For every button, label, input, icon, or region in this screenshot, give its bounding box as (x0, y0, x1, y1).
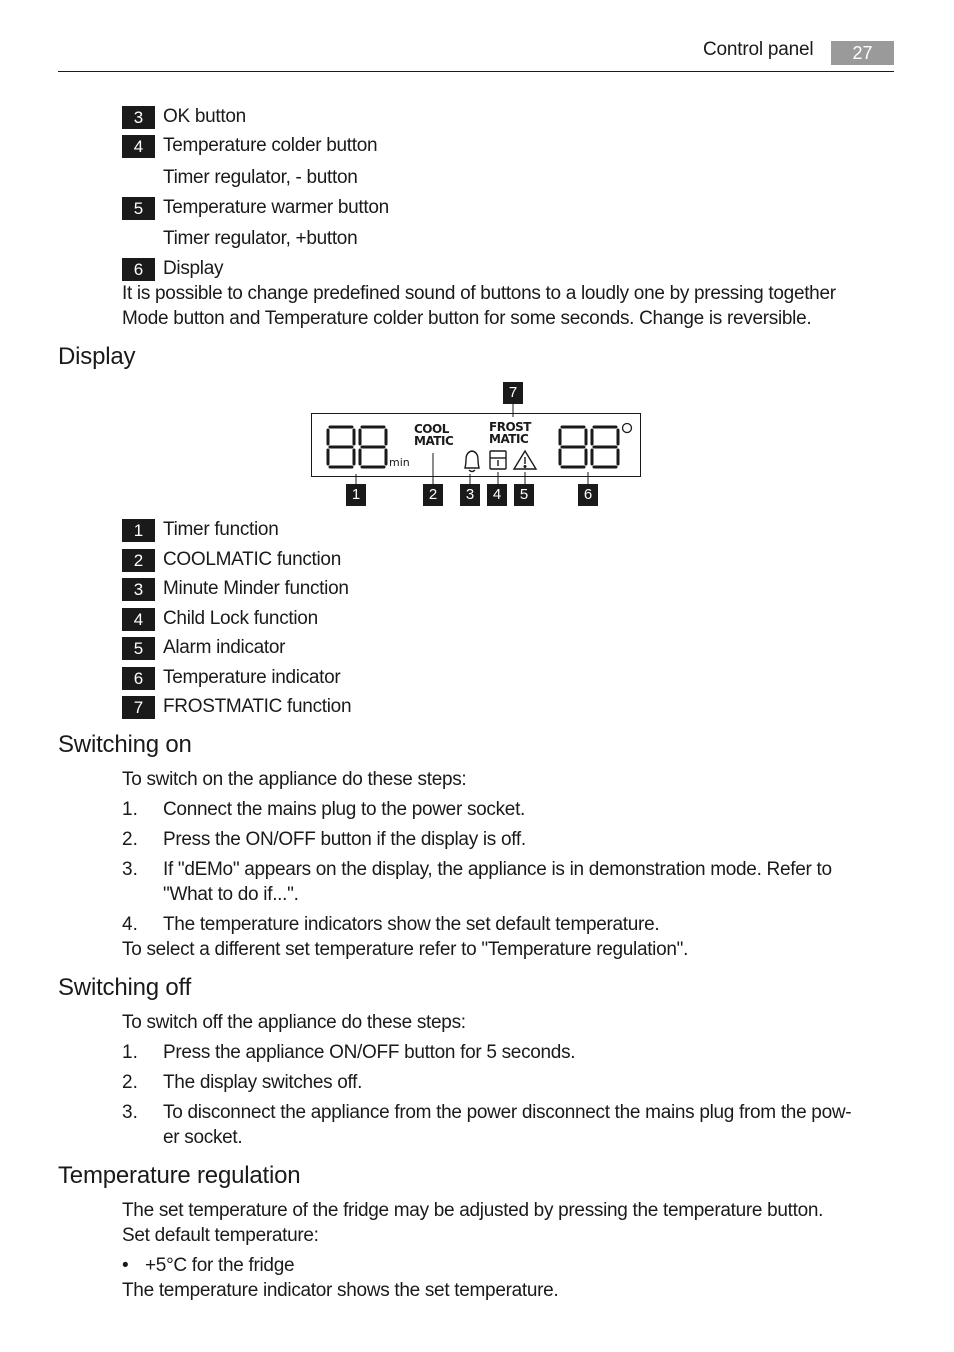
alarm-warning-icon (514, 451, 536, 469)
legend-number-badge: 6 (122, 667, 155, 690)
step-text: The temperature indicators show the set default temperature. (163, 914, 660, 935)
degree-icon (623, 424, 632, 433)
legend-number-badge: 1 (122, 519, 155, 542)
legend-label: FROSTMATIC function (163, 696, 352, 717)
item-number-badge: 6 (122, 258, 155, 281)
item-number-badge: 5 (122, 197, 155, 220)
step-number: 1. (122, 799, 138, 820)
step-text: Press the appliance ON/OFF button for 5 seconds. (163, 1042, 576, 1063)
callout-badge-7: 7 (503, 382, 523, 404)
sound-note-line: Mode button and Temperature colder button for some seconds. Change is reversible. (122, 308, 812, 329)
callout-badge-2: 2 (423, 484, 443, 506)
button-item-label: Temperature colder button (163, 135, 378, 156)
step-text: Connect the mains plug to the power socket. (163, 799, 526, 820)
step-text: The display switches off. (163, 1072, 363, 1093)
button-item-sublabel: Timer regulator, +button (163, 228, 358, 249)
header-rule (58, 71, 894, 72)
legend-number-badge: 2 (122, 549, 155, 572)
step-number: 4. (122, 914, 138, 935)
step-text: "What to do if...". (163, 884, 299, 905)
legend-label: COOLMATIC function (163, 549, 341, 570)
item-number-badge: 4 (122, 135, 155, 158)
legend-label: Alarm indicator (163, 637, 286, 658)
minutes-unit-label: min (389, 456, 410, 469)
callout-badge-6: 6 (578, 484, 598, 506)
bell-icon (465, 451, 479, 472)
item-number-badge: 3 (122, 106, 155, 129)
temperature-regulation-text: The set temperature of the fridge may be adjusted by pressing the temperature button. (122, 1200, 824, 1221)
button-item-label: OK button (163, 106, 246, 127)
legend-label: Minute Minder function (163, 578, 349, 599)
step-text: Press the ON/OFF button if the display is off. (163, 829, 526, 850)
step-number: 2. (122, 1072, 138, 1093)
legend-label: Timer function (163, 519, 279, 540)
display-heading: Display (58, 343, 136, 370)
step-text: To disconnect the appliance from the power disconnect the mains plug from the pow- (163, 1102, 852, 1123)
legend-label: Temperature indicator (163, 667, 341, 688)
child-lock-icon (490, 451, 506, 469)
right-seven-segment-digits (560, 427, 618, 467)
callout-badge-3: 3 (460, 484, 480, 506)
callout-badge-1: 1 (346, 484, 366, 506)
step-number: 3. (122, 859, 138, 880)
frostmatic-label: FROST MATIC (489, 420, 531, 446)
button-item-sublabel: Timer regulator, - button (163, 167, 358, 188)
bullet-icon: • (122, 1255, 129, 1276)
temperature-regulation-heading: Temperature regulation (58, 1162, 301, 1189)
switching-on-intro: To switch on the appliance do these steps: (122, 769, 467, 790)
callout-badge-5: 5 (514, 484, 534, 506)
button-item-label: Temperature warmer button (163, 197, 389, 218)
legend-number-badge: 7 (122, 696, 155, 719)
coolmatic-label: COOL MATIC (414, 422, 454, 448)
section-title: Control panel (703, 39, 814, 60)
left-seven-segment-digits (328, 427, 386, 467)
legend-number-badge: 3 (122, 578, 155, 601)
switching-off-intro: To switch off the appliance do these steps: (122, 1012, 466, 1033)
step-number: 3. (122, 1102, 138, 1123)
temperature-regulation-outro: The temperature indicator shows the set temperature. (122, 1280, 559, 1301)
legend-label: Child Lock function (163, 608, 318, 629)
step-text: If "dEMo" appears on the display, the appliance is in demonstration mode. Refer to (163, 859, 832, 880)
bullet-text: +5°C for the fridge (145, 1255, 295, 1276)
step-number: 2. (122, 829, 138, 850)
legend-number-badge: 4 (122, 608, 155, 631)
button-item-label: Display (163, 258, 224, 279)
legend-number-badge: 5 (122, 637, 155, 660)
temperature-regulation-text: Set default temperature: (122, 1225, 319, 1246)
switching-on-heading: Switching on (58, 731, 192, 758)
step-number: 1. (122, 1042, 138, 1063)
sound-note-line: It is possible to change predefined sound of buttons to a loudly one by pressing together (122, 283, 836, 304)
step-text: er socket. (163, 1127, 243, 1148)
page-number: 27 (831, 41, 894, 65)
switching-on-outro: To select a different set temperature refer to "Temperature regulation". (122, 939, 689, 960)
switching-off-heading: Switching off (58, 974, 192, 1001)
callout-badge-4: 4 (487, 484, 507, 506)
